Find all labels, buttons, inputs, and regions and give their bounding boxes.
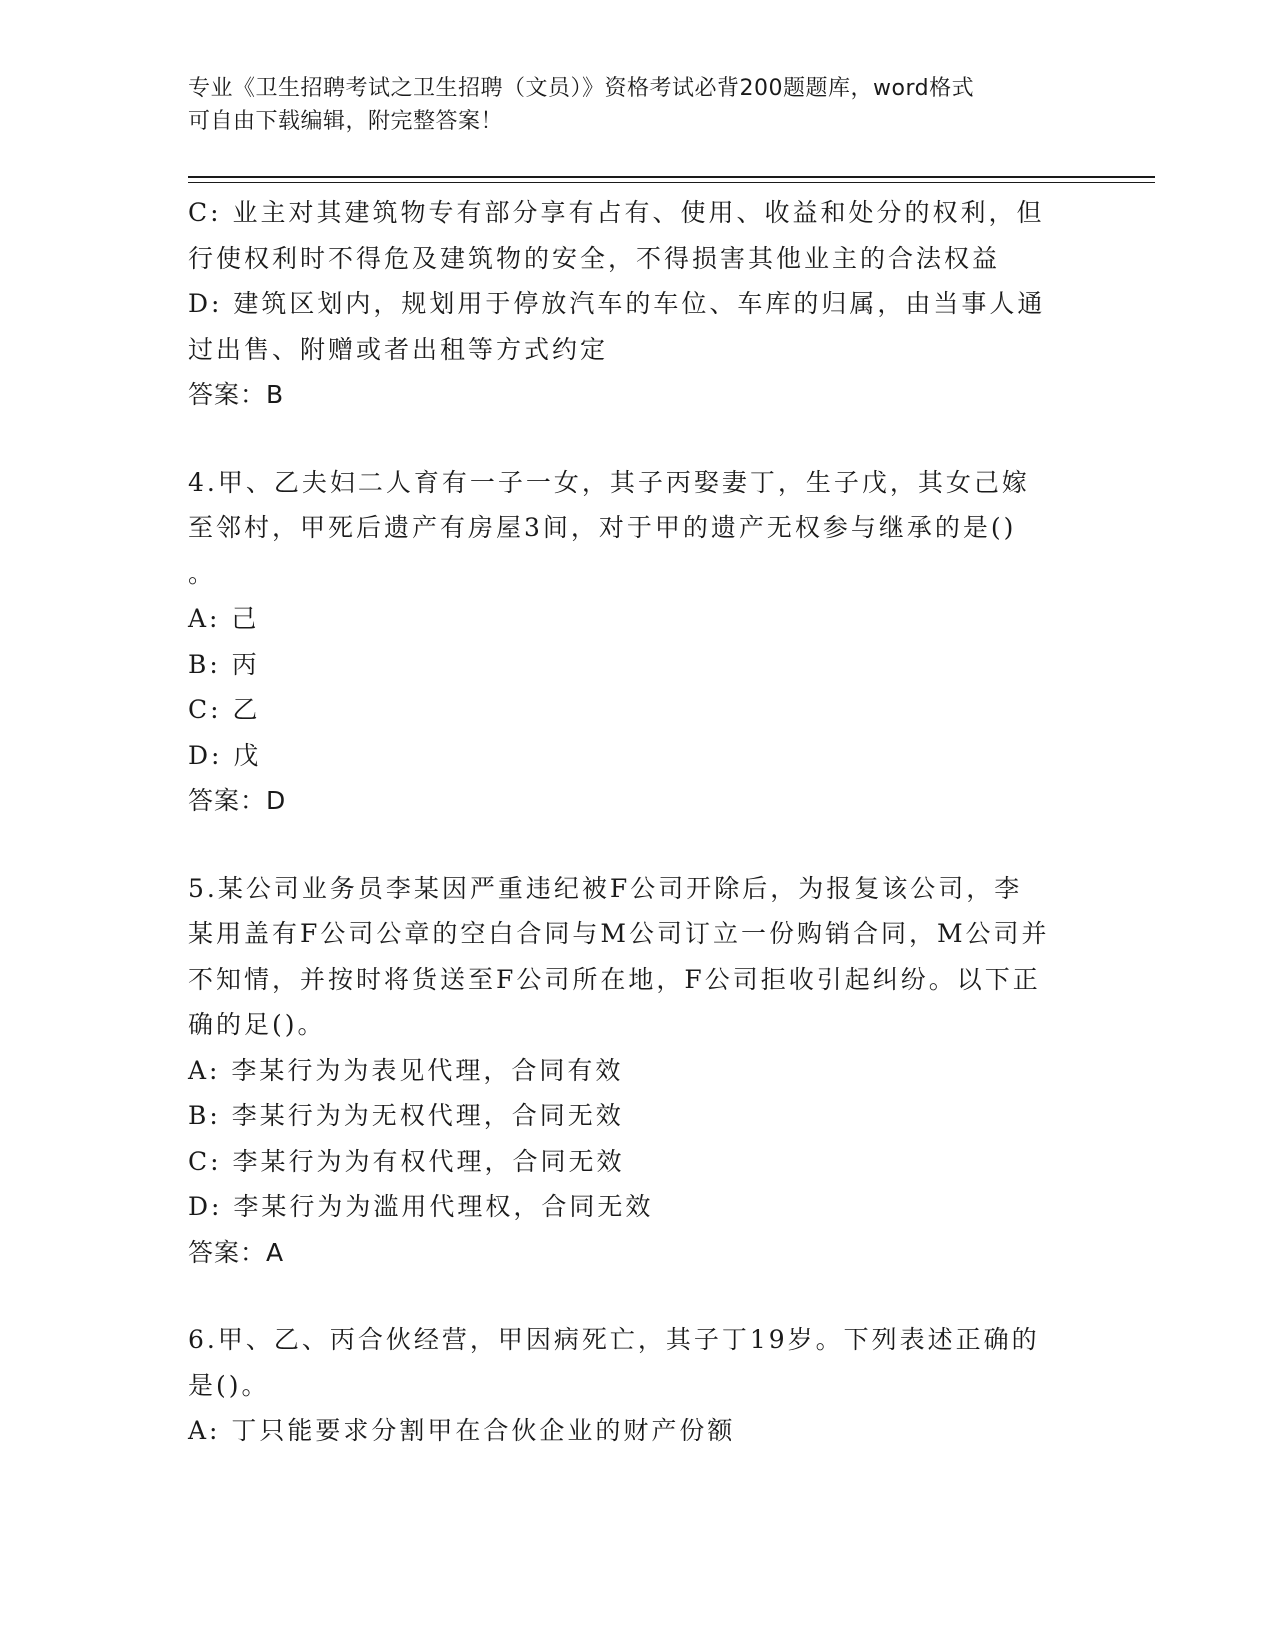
option-d-line-2: 过出售、附赠或者出租等方式约定: [188, 334, 609, 364]
option-d: D: 戊: [188, 740, 262, 770]
option-d-line-1: D: 建筑区划内，规划用于停放汽车的车位、车库的归属，由当事人通: [188, 289, 1046, 318]
question-stem-line-2: 是()。: [188, 1370, 270, 1400]
option-c: C: 李某行为为有权代理，合同无效: [188, 1146, 625, 1176]
option-a: A: 丁只能要求分割甲在合伙企业的财产份额: [188, 1416, 736, 1445]
question-stem-line-2: 至邻村，甲死后遗产有房屋3间，对于甲的遗产无权参与继承的是(): [188, 513, 1017, 542]
header-title-line-2: 可自由下载编辑，附完整答案！: [188, 109, 504, 134]
answer-line: 答案：D: [188, 786, 287, 815]
option-b: B: 丙: [188, 649, 260, 679]
question-stem-line-3: 。: [188, 558, 217, 588]
question-3-tail: [188, 190, 1088, 418]
header-divider-thin: [188, 182, 1155, 183]
header-divider-thick: [188, 176, 1155, 178]
answer-line: 答案：B: [188, 380, 285, 409]
question-5: [188, 866, 1088, 1276]
document-header: [188, 72, 1068, 138]
answer-line: 答案：A: [188, 1237, 285, 1267]
header-title-line-1: 专业《卫生招聘考试之卫生招聘（文员）》资格考试必背200题题库，word格式: [188, 76, 975, 101]
option-c-line-2: 行使权利时不得危及建筑物的安全，不得损害其他业主的合法权益: [188, 243, 1001, 273]
option-d: D: 李某行为为滥用代理权，合同无效: [188, 1192, 654, 1221]
spacer: [188, 824, 1088, 866]
question-stem-line-1: 6.甲、乙、丙合伙经营，甲因病死亡，其子丁19岁。下列表述正确的: [188, 1325, 1040, 1354]
spacer: [188, 418, 1088, 460]
question-list: [188, 190, 1088, 1454]
question-stem-line-1: 5.某公司业务员李某因严重违纪被F公司开除后，为报复该公司，李: [188, 873, 1023, 903]
option-a: A: 己: [188, 604, 260, 633]
question-6: [188, 1317, 1088, 1454]
option-c: C: 乙: [188, 695, 261, 724]
question-4: [188, 460, 1088, 824]
question-stem-line-2: 某用盖有F公司公章的空白合同与M公司订立一份购销合同，M公司并: [188, 919, 1050, 948]
option-b: B: 李某行为为无权代理，合同无效: [188, 1101, 624, 1130]
option-a: A: 李某行为为表见代理，合同有效: [188, 1055, 624, 1085]
question-stem-line-4: 确的足()。: [188, 1010, 326, 1039]
spacer: [188, 1275, 1088, 1317]
question-stem-line-3: 不知情，并按时将货送至F公司所在地，F公司拒收引起纠纷。以下正: [188, 964, 1041, 994]
option-c-line-1: C: 业主对其建筑物专有部分享有占有、使用、收益和处分的权利，但: [188, 198, 1045, 227]
question-stem-line-1: 4.甲、乙夫妇二人育有一子一女，其子丙娶妻丁，生子戊，其女己嫁: [188, 467, 1030, 497]
